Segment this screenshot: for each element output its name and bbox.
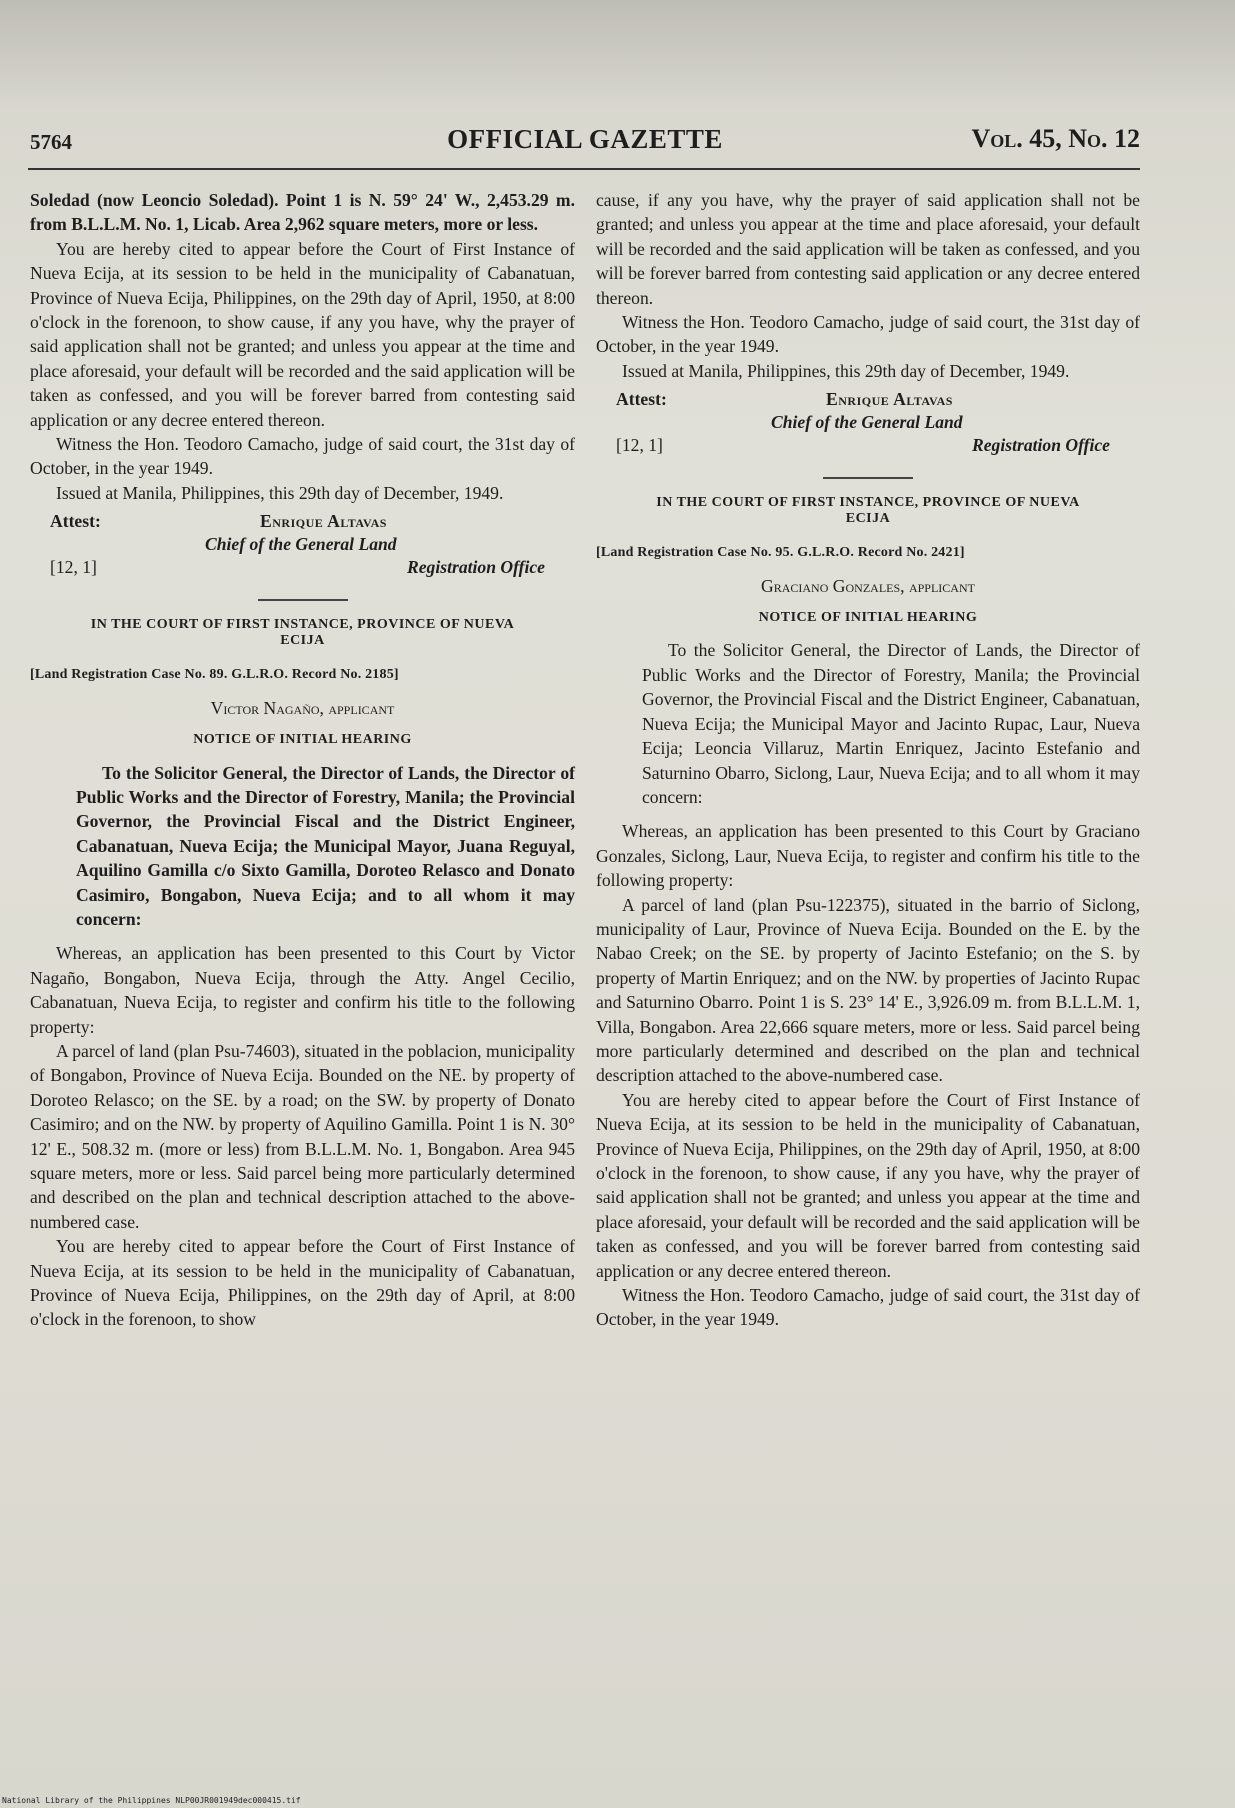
header-rule: [28, 168, 1140, 170]
section-divider: [823, 477, 913, 479]
publication-title: OFFICIAL GAZETTE: [447, 124, 723, 154]
attest-block: [596, 387, 1140, 457]
addressees: To the Solicitor General, the Director of Lands, the Director of Public Works and the Director of Forestry, Manila; the Provincial Governor, the Provincial Fiscal and the District Engineer, Cabanatuan, Nueva Ecija; the Municipal Mayor, Juana Reguyal, Aquilino Gamilla c/o Sixto Gamilla, Doroteo Relasco and Donato Casimiro, Bongabon, Nueva Ecija; and to all whom it may concern:: [76, 762, 575, 929]
page-header: [30, 124, 1140, 164]
whereas-paragraph: Whereas, an application has been presented to this Court by Victor Nagaño, Bongabon, Nueva Ecija, through the Atty. Angel Cecilio, Cabanatuan, Nueva Ecija, to register and confirm his title to the following property:: [30, 943, 575, 1037]
continued-description: Soledad (now Leoncio Soledad). Point 1 is N. 59° 24' W., 2,453.29 m. from B.L.L.M. No. 1, Licab. Area 2,962 square meters, more or less.: [30, 190, 575, 235]
whereas-paragraph: Whereas, an application has been presented to this Court by Graciano Gonzales, Siclong, Laur, Nueva Ecija, to register and confirm his title to the following property:: [596, 821, 1140, 891]
cited-paragraph: You are hereby cited to appear before the Court of First Instance of Nueva Ecija, at its session to be held in the municipality of Cabanatuan, Province of Nueva Ecija, Philippines, on the 29th day of April, 1950, at 8:00 o'clock in the forenoon, to show cause, if any you have, why the prayer of said application shall not be granted; and unless you appear at the time and place aforesaid, your default will be recorded and the said application will be taken as confessed, and you will be forever barred from contesting said application or any decree entered thereon.: [596, 1089, 1140, 1281]
case-number: [Land Registration Case No. 89. G.L.R.O. Record No. 2185]: [30, 667, 399, 683]
court-heading: IN THE COURT OF FIRST INSTANCE, PROVINCE OF NUEVA ECIJA: [90, 617, 515, 649]
attest-name: Enrique Altavas: [826, 389, 953, 410]
attest-name: Enrique Altavas: [260, 511, 387, 532]
citation-paragraph: You are hereby cited to appear before the Court of First Instance of Nueva Ecija, at its session to be held in the municipality of Cabanatuan, Province of Nueva Ecija, Philippines, on the 29th day of April, 1950, at 8:00 o'clock in the forenoon, to show cause, if any you have, why the prayer of said application shall not be granted; and unless you appear at the time and place aforesaid, your default will be recorded and the said application will be taken as confessed, and you will be forever barred from contesting said application or any decree entered thereon.: [30, 238, 575, 430]
attest-label: Attest:: [616, 389, 667, 410]
applicant-line: Victor Nagaño, applicant: [210, 697, 395, 718]
addressees: To the Solicitor General, the Director of Lands, the Director of Public Works and the Director of Forestry, Manila; the Provincial Governor, the Provincial Fiscal and the District Engineer, Cabanatuan, Nueva Ecija; the Municipal Mayor and Jacinto Rupac, Laur, Nueva Ecija; Leoncia Villaruz, Martin Enriquez, Jacinto Estefanio and Saturnino Obarro, Siclong, Laur, Nueva Ecija; and to all whom it may concern:: [642, 640, 1140, 807]
cited-paragraph: You are hereby cited to appear before the Court of First Instance of Nueva Ecija, at its session to be held in the municipality of Cabanatuan, Province of Nueva Ecija, Philippines, on the 29th day of April, at 8:00 o'clock in the forenoon, to show: [30, 1236, 575, 1330]
witness-paragraph: Witness the Hon. Teodoro Camacho, judge of said court, the 31st day of October, in the year 1949.: [596, 312, 1140, 357]
attest-title-line2: Registration Office: [972, 435, 1110, 456]
attest-title-line1: Chief of the General Land: [771, 412, 963, 433]
page-number: 5764: [30, 130, 72, 154]
scan-shading: [0, 0, 1235, 110]
notice-heading: NOTICE OF INITIAL HEARING: [193, 732, 412, 748]
court-heading: IN THE COURT OF FIRST INSTANCE, PROVINCE OF NUEVA ECIJA: [656, 495, 1080, 527]
volume-label: Vol. 45, No. 12: [971, 124, 1140, 153]
attest-block: [30, 509, 575, 579]
section-divider: [258, 599, 348, 601]
parcel-description: A parcel of land (plan Psu-74603), situated in the poblacion, municipality of Bongabon, Province of Nueva Ecija. Bounded on the NE. by property of Doroteo Relasco; on the SE. by a road; on the SW. by property of Donato Casimiro; and on the NW. by property of Aquilino Gamilla. Point 1 is N. 30° 12' E., 508.32 m. (more or less) from B.L.L.M. No. 1, Bongabon. Area 945 square meters, more or less. Said parcel being more particularly determined and described on the plan and technical description attached to the above-numbered case.: [30, 1040, 575, 1232]
scan-footer: National Library of the Philippines NLP00JR001949dec000415.tif: [2, 1796, 301, 1805]
applicant-line: Graciano Gonzales, applicant: [761, 575, 975, 596]
issue-reference: [12, 1]: [50, 557, 97, 578]
parcel-description: A parcel of land (plan Psu-122375), situated in the barrio of Siclong, municipality of Laur, Province of Nueva Ecija. Bounded on the E. by the Nabao Creek; on the SE. by property of Jacinto Estefanio; on the S. by property of Martin Enriquez; and on the NW. by properties of Jacinto Rupac and Saturnino Obarro. Point 1 is S. 23° 14' E., 3,926.09 m. from B.L.L.M. 1, Villa, Bongabon. Area 22,666 square meters, more or less. Said parcel being more particularly determined and described on the plan and technical description attached to the above-numbered case.: [596, 894, 1140, 1086]
issued-paragraph: Issued at Manila, Philippines, this 29th day of December, 1949.: [56, 482, 504, 503]
witness-paragraph: Witness the Hon. Teodoro Camacho, judge of said court, the 31st day of October, in the year 1949.: [30, 434, 575, 479]
attest-label: Attest:: [50, 511, 101, 532]
attest-title-line1: Chief of the General Land: [205, 534, 397, 555]
right-column: [596, 188, 1140, 1332]
attest-title-line2: Registration Office: [407, 557, 545, 578]
notice-heading: NOTICE OF INITIAL HEARING: [758, 610, 978, 626]
issue-reference: [12, 1]: [616, 435, 663, 456]
case-number: [Land Registration Case No. 95. G.L.R.O. Record No. 2421]: [596, 545, 965, 561]
left-column: [30, 188, 575, 1332]
witness-paragraph-final: Witness the Hon. Teodoro Camacho, judge of said court, the 31st day of October, in the year 1949.: [596, 1285, 1140, 1330]
continued-citation: cause, if any you have, why the prayer of said application shall not be granted; and unless you appear at the time and place aforesaid, your default will be recorded and the said application will be taken as confessed, and you will be forever barred from contesting said application or any decree entered thereon.: [596, 190, 1140, 308]
issued-paragraph: Issued at Manila, Philippines, this 29th day of December, 1949.: [622, 360, 1070, 381]
